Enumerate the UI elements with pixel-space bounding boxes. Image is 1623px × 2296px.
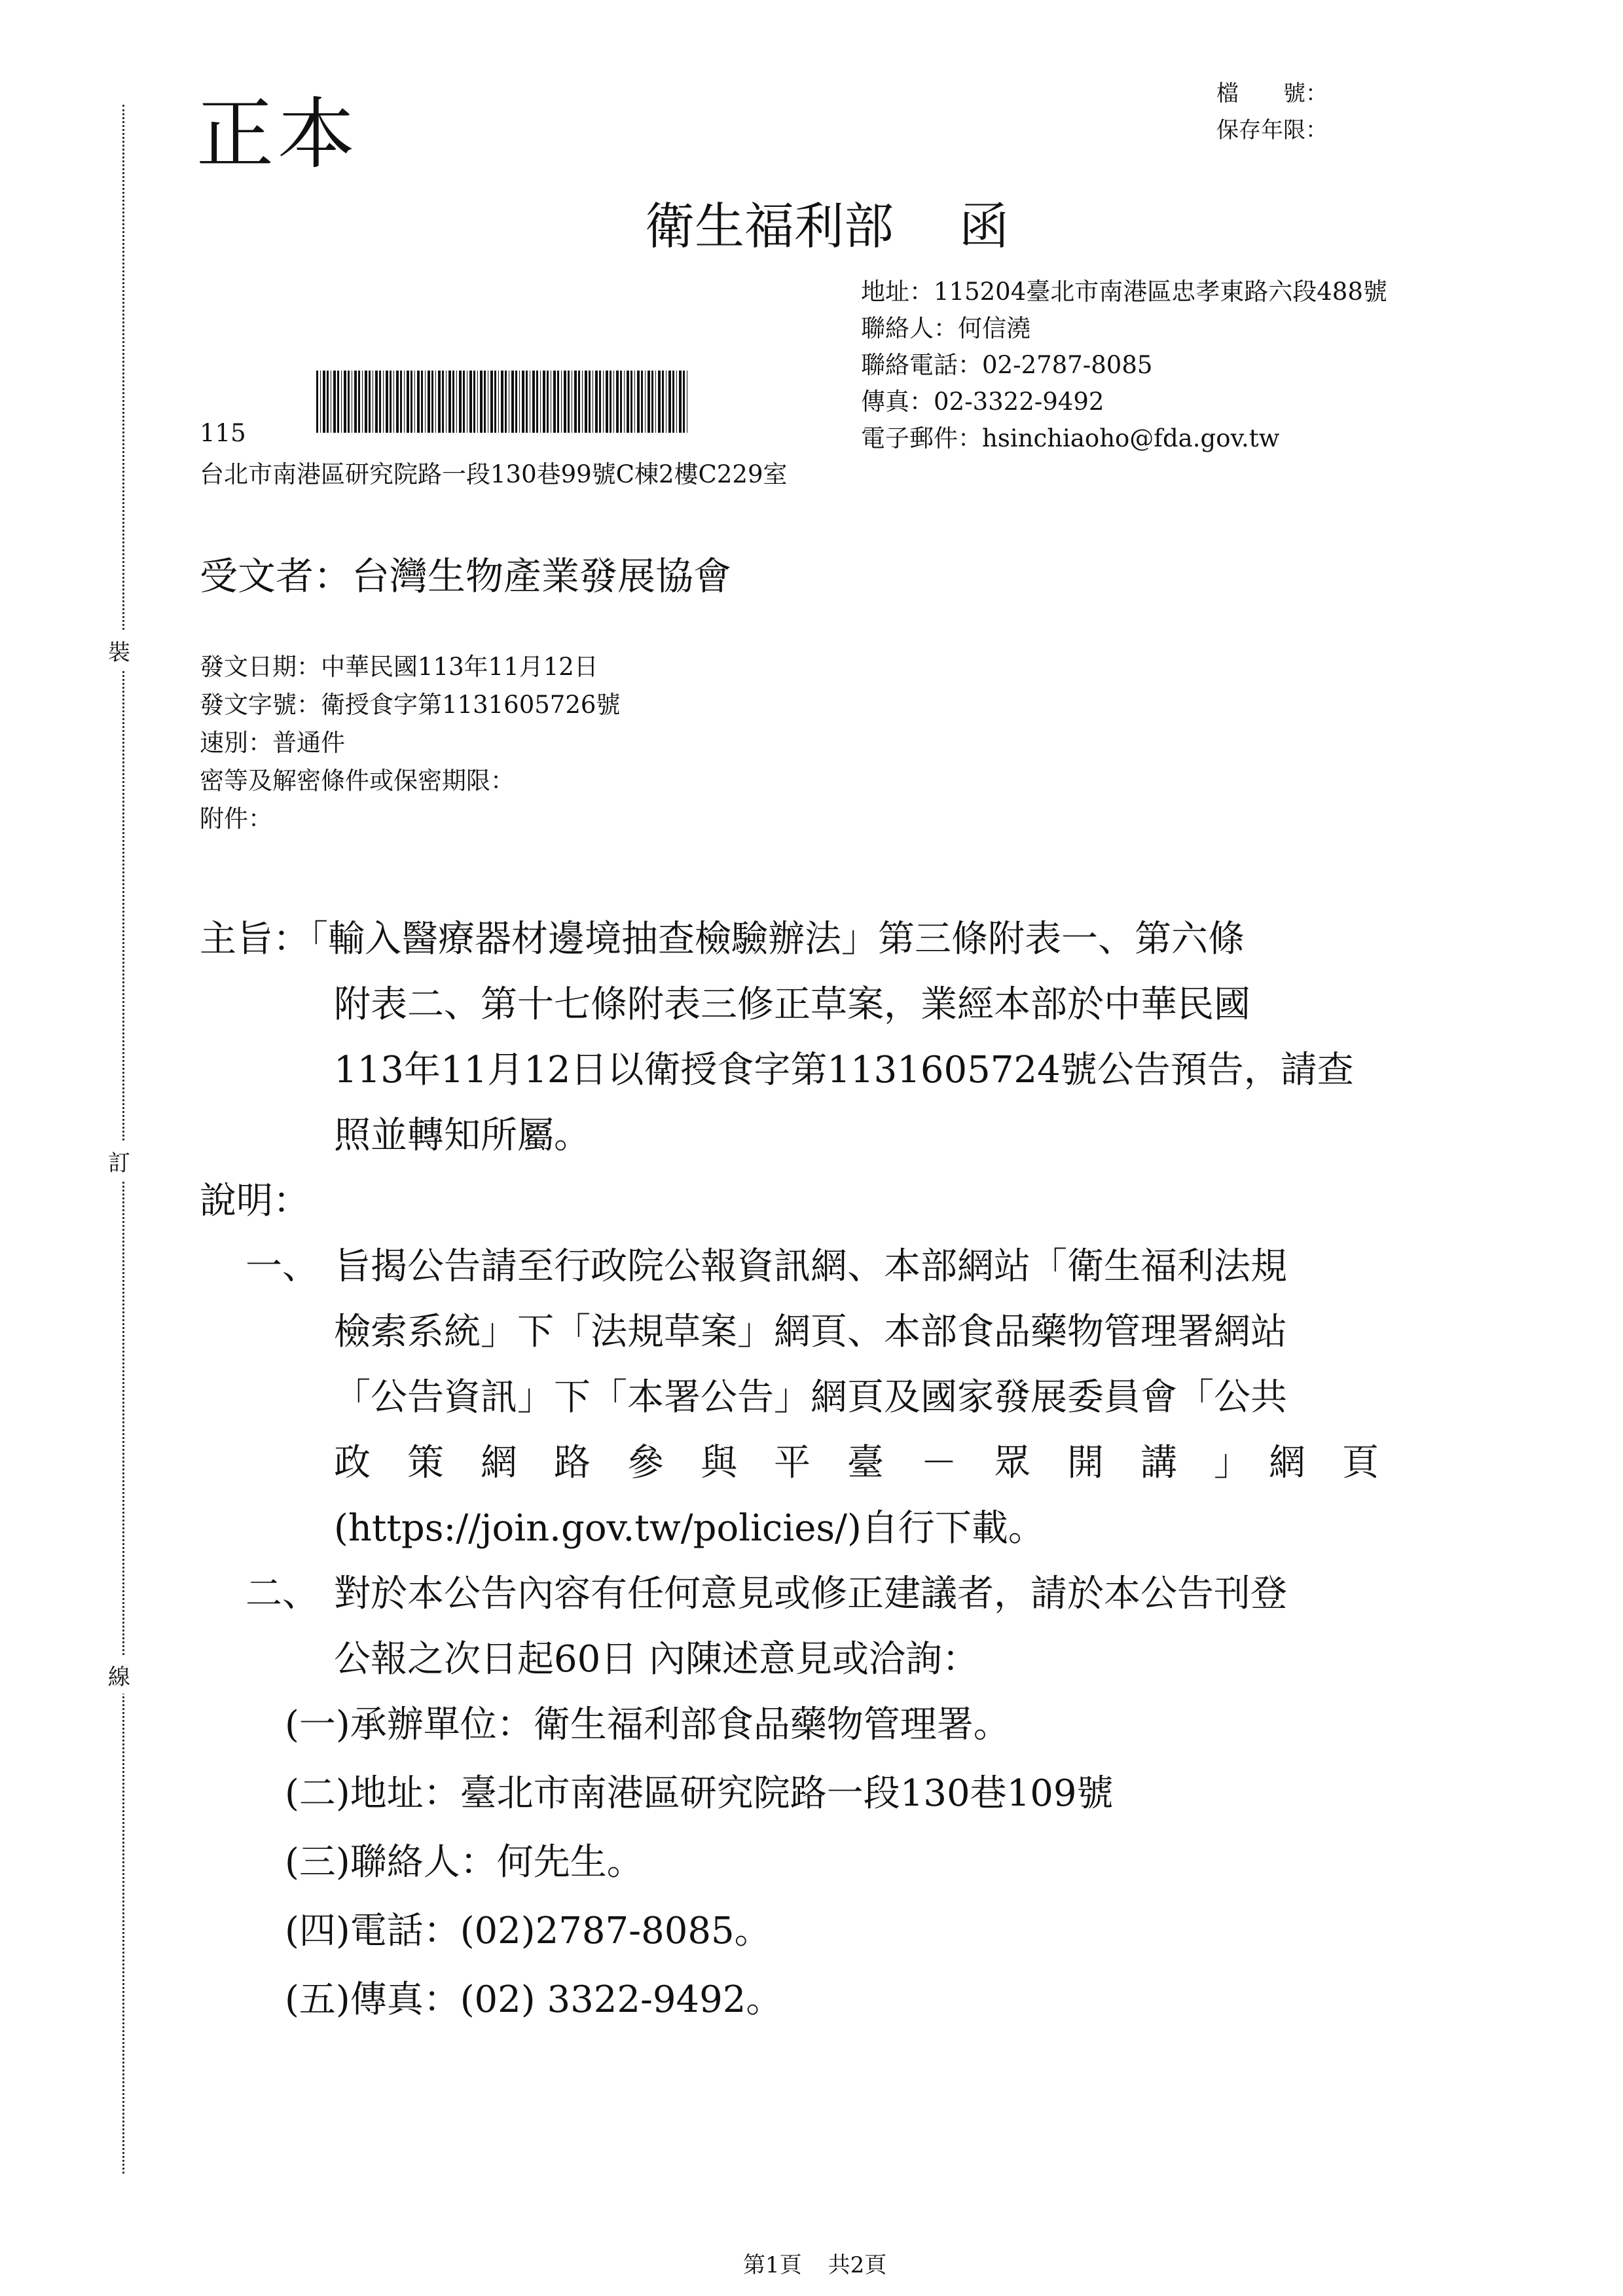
- page-total: 共2頁: [828, 2252, 887, 2278]
- subject-label: 主旨：: [200, 918, 310, 960]
- note-item-1-line-5: (https://join.gov.tw/policies/)自行下載。: [334, 1507, 1045, 1550]
- dispatch-number: 發文字號：衛授食字第1131605726號: [200, 691, 621, 719]
- agency-name: 衛生福利部: [645, 197, 894, 255]
- contact-fax: 傳真：02-3322-9492: [861, 388, 1104, 416]
- original-copy-stamp: 正本: [196, 89, 359, 179]
- binding-char-xian: 線: [108, 1656, 130, 1694]
- subject-line-3: 113年11月12日以衛授食字第1131605724號公告預告，請查: [334, 1049, 1354, 1091]
- note-item-1-line-4: 政 策 網 路 參 與 平 臺 － 眾 開 講 」 網 頁: [334, 1442, 1379, 1484]
- note-item-1-number: 一、: [246, 1245, 319, 1288]
- barcode-image: [316, 371, 689, 433]
- note-item-1-line-2: 檢索系統」下「法規草案」網頁、本部食品藥物管理署網站: [334, 1311, 1287, 1353]
- note-item-2-sub-5: (五)傳真：(02) 3322-9492。: [285, 1978, 783, 2021]
- file-meta: [1216, 75, 1328, 149]
- recipient-postal-code: 115: [200, 419, 246, 447]
- delivery-speed: 速別：普通件: [200, 729, 345, 757]
- page-footer: [743, 2247, 886, 2279]
- document-type: 函: [959, 197, 1009, 255]
- note-item-2-number: 二、: [246, 1573, 319, 1615]
- dispatch-meta: [200, 648, 620, 838]
- subject-line-4: 照並轉知所屬。: [334, 1114, 591, 1157]
- note-item-1-line-1: 旨揭公告請至行政院公報資訊網、本部網站「衛生福利法規: [334, 1245, 1287, 1288]
- confidentiality: 密等及解密條件或保密期限：: [200, 767, 515, 795]
- binding-char-ding: 訂: [108, 1142, 130, 1180]
- note-item-2-sub-1: (一)承辦單位：衛生福利部食品藥物管理署。: [285, 1704, 1010, 1746]
- sender-address: 地址：115204臺北市南港區忠孝東路六段488號: [861, 278, 1387, 306]
- note-item-2-line-1: 對於本公告內容有任何意見或修正建議者，請於本公告刊登: [334, 1573, 1287, 1615]
- file-number-label: 檔 號：: [1216, 81, 1328, 107]
- recipient-address: 台北市南港區研究院路一段130巷99號C棟2樓C229室: [200, 460, 788, 488]
- contact-email: 電子郵件：hsinchiaoho@fda.gov.tw: [861, 424, 1280, 452]
- retention-period-label: 保存年限：: [1216, 117, 1328, 143]
- note-item-2-sub-2: (二)地址：臺北市南港區研究院路一段130巷109號: [285, 1772, 1114, 1815]
- note-item-2-sub-3: (三)聯絡人：何先生。: [285, 1841, 644, 1884]
- note-item-1-line-3: 「公告資訊」下「本署公告」網頁及國家發展委員會「公共: [334, 1376, 1287, 1419]
- page-number: 第1頁: [743, 2252, 802, 2278]
- subject-line-2: 附表二、第十七條附表三修正草案，業經本部於中華民國: [334, 983, 1250, 1026]
- contact-person: 聯絡人：何信澆: [861, 314, 1030, 342]
- recipient: 受文者：台灣生物產業發展協會: [200, 554, 732, 598]
- document-title: [645, 187, 1009, 258]
- subject-line-1: 「輸入醫療器材邊境抽查檢驗辦法」第三條附表一、第六條: [291, 918, 1245, 960]
- contact-phone: 聯絡電話：02-2787-8085: [861, 351, 1153, 379]
- note-item-2-sub-4: (四)電話：(02)2787-8085。: [285, 1910, 771, 1952]
- sender-contact-block: [861, 274, 1387, 457]
- attachment: 附件：: [200, 805, 272, 833]
- binding-line: [122, 105, 124, 2174]
- dispatch-date: 發文日期：中華民國113年11月12日: [200, 653, 598, 681]
- binding-char-zhuang: 裝: [108, 632, 130, 669]
- note-item-2-line-2: 公報之次日起60日 內陳述意見或洽詢：: [334, 1638, 979, 1681]
- notes-label: 說明：: [200, 1180, 310, 1222]
